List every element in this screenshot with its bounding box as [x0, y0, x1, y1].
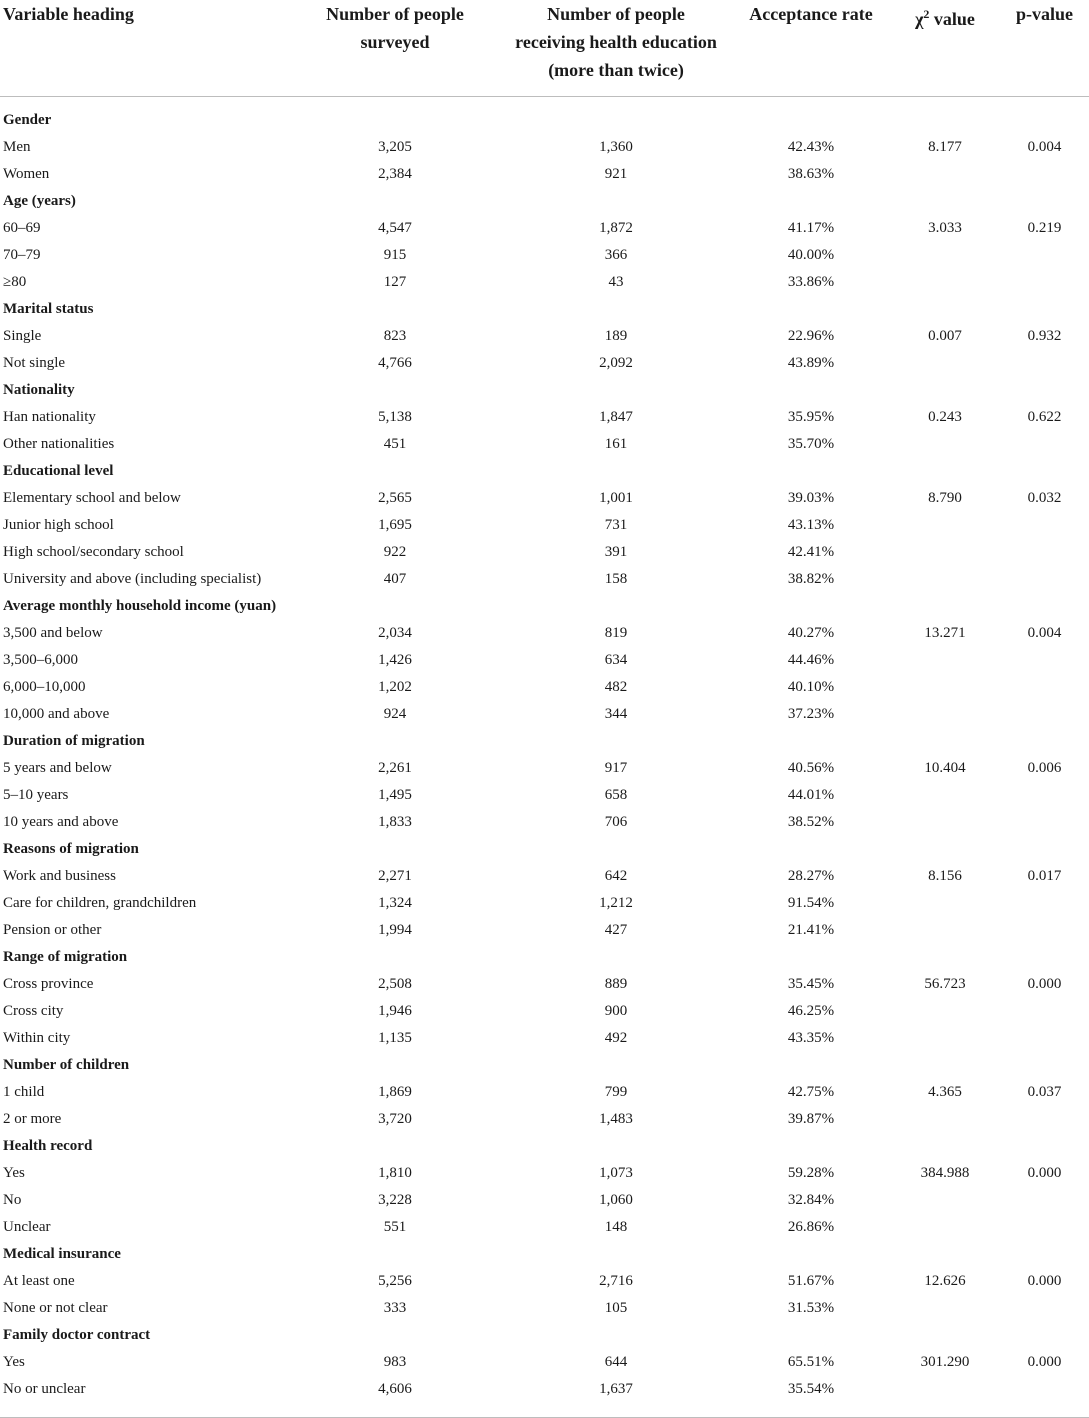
header-received-line3: (more than twice) — [548, 60, 684, 80]
chi-cell: 3.033 — [928, 220, 962, 236]
received-cell: 900 — [604, 1003, 628, 1019]
p-cell — [1000, 647, 1089, 674]
rate-cell: 43.35% — [787, 1030, 835, 1046]
received-cell: 1,212 — [599, 895, 633, 911]
p-cell: 0.000 — [1027, 1354, 1062, 1370]
received-cell: 706 — [604, 814, 628, 830]
p-cell: 0.037 — [1027, 1084, 1062, 1100]
received-cell: 1,847 — [599, 409, 633, 425]
row-label: Men — [3, 139, 31, 155]
surveyed-cell: 1,135 — [378, 1030, 412, 1046]
chi-cell — [890, 998, 1000, 1025]
rate-cell: 40.27% — [787, 625, 835, 641]
rate-cell: 59.28% — [787, 1165, 835, 1181]
table-row — [0, 917, 1089, 944]
received-cell: 1,001 — [599, 490, 633, 506]
p-cell — [1000, 161, 1089, 188]
rate-cell: 51.67% — [787, 1273, 835, 1289]
group-row — [0, 593, 1089, 620]
row-label: High school/secondary school — [3, 544, 184, 560]
table-row — [0, 242, 1089, 269]
chi-cell — [890, 512, 1000, 539]
p-cell: 0.932 — [1027, 328, 1062, 344]
group-row — [0, 1133, 1089, 1160]
table-row — [0, 890, 1089, 917]
row-label: 10,000 and above — [3, 706, 110, 722]
group-row — [0, 377, 1089, 404]
row-label: Yes — [3, 1165, 25, 1181]
rate-cell: 26.86% — [787, 1219, 835, 1235]
chi-cell: 4.365 — [928, 1084, 962, 1100]
received-cell: 158 — [604, 571, 628, 587]
received-cell: 366 — [604, 247, 628, 263]
row-label: Work and business — [3, 868, 116, 884]
p-cell — [1000, 1187, 1089, 1214]
table-row — [0, 215, 1089, 242]
p-cell — [1000, 512, 1089, 539]
row-label: Unclear — [3, 1219, 51, 1235]
surveyed-cell: 1,946 — [378, 1003, 412, 1019]
surveyed-cell: 2,384 — [378, 166, 412, 182]
rate-cell: 37.23% — [787, 706, 835, 722]
p-cell — [1000, 1106, 1089, 1133]
bottom-rule-cell — [0, 1403, 1089, 1418]
header-rate: Acceptance rate — [749, 4, 873, 24]
group-title: Range of migration — [3, 949, 128, 965]
header-chi-suffix: value — [929, 9, 975, 29]
chi-cell — [890, 890, 1000, 917]
header-received-line1: Number of people — [547, 4, 685, 24]
table-header — [0, 0, 1089, 97]
row-label: Junior high school — [3, 517, 114, 533]
chi-cell — [890, 566, 1000, 593]
table-row — [0, 998, 1089, 1025]
received-cell: 799 — [604, 1084, 628, 1100]
received-cell: 889 — [604, 976, 628, 992]
table-row — [0, 323, 1089, 350]
rate-cell: 41.17% — [787, 220, 835, 236]
received-cell: 1,073 — [599, 1165, 633, 1181]
group-row — [0, 458, 1089, 485]
table-row — [0, 1025, 1089, 1052]
row-label: Cross city — [3, 1003, 64, 1019]
chi-cell — [890, 917, 1000, 944]
chi-cell — [890, 674, 1000, 701]
table-row — [0, 512, 1089, 539]
table-row — [0, 1295, 1089, 1322]
group-title: Reasons of migration — [3, 841, 139, 857]
received-cell: 731 — [604, 517, 628, 533]
row-label: Women — [3, 166, 50, 182]
rate-cell: 42.41% — [787, 544, 835, 560]
group-title: Nationality — [3, 382, 75, 398]
surveyed-cell: 2,565 — [378, 490, 412, 506]
spacer-cell — [0, 97, 1089, 108]
received-cell: 642 — [604, 868, 628, 884]
table-row — [0, 566, 1089, 593]
rate-cell: 40.10% — [787, 679, 835, 695]
surveyed-cell: 551 — [383, 1219, 407, 1235]
received-cell: 1,483 — [599, 1111, 633, 1127]
rate-cell: 39.03% — [787, 490, 835, 506]
row-label: Pension or other — [3, 922, 102, 938]
chi-cell: 13.271 — [924, 625, 966, 641]
p-cell — [1000, 1376, 1089, 1403]
group-row — [0, 1322, 1089, 1349]
surveyed-cell: 1,833 — [378, 814, 412, 830]
table-row — [0, 1106, 1089, 1133]
group-title: Educational level — [3, 463, 114, 479]
p-cell: 0.000 — [1027, 1273, 1062, 1289]
chi-cell: 301.290 — [920, 1354, 970, 1370]
row-label: At least one — [3, 1273, 75, 1289]
row-label: 5 years and below — [3, 760, 112, 776]
received-cell: 644 — [604, 1354, 628, 1370]
received-cell: 148 — [604, 1219, 628, 1235]
spacer-row — [0, 97, 1089, 108]
surveyed-cell: 333 — [383, 1300, 407, 1316]
chi-cell — [890, 782, 1000, 809]
chi-cell — [890, 242, 1000, 269]
received-cell: 427 — [604, 922, 628, 938]
group-row — [0, 728, 1089, 755]
header-surveyed-line1: Number of people — [326, 4, 464, 24]
rate-cell: 46.25% — [787, 1003, 835, 1019]
header-chi-symbol: χ — [915, 9, 924, 29]
surveyed-cell: 1,810 — [378, 1165, 412, 1181]
surveyed-cell: 5,256 — [378, 1273, 412, 1289]
header-variable: Variable heading — [3, 4, 134, 24]
table-row — [0, 431, 1089, 458]
p-cell — [1000, 539, 1089, 566]
table-row — [0, 539, 1089, 566]
header-surveyed — [290, 0, 500, 97]
row-label: 6,000–10,000 — [3, 679, 86, 695]
rate-cell: 35.54% — [787, 1381, 835, 1397]
rate-cell: 40.56% — [787, 760, 835, 776]
group-row — [0, 1052, 1089, 1079]
received-cell: 2,716 — [599, 1273, 633, 1289]
rate-cell: 32.84% — [787, 1192, 835, 1208]
rate-cell: 65.51% — [787, 1354, 835, 1370]
header-chi — [890, 0, 1000, 97]
surveyed-cell: 2,261 — [378, 760, 412, 776]
row-label: 1 child — [3, 1084, 45, 1100]
surveyed-cell: 1,495 — [378, 787, 412, 803]
surveyed-cell: 983 — [383, 1354, 407, 1370]
table-row — [0, 809, 1089, 836]
p-cell: 0.219 — [1027, 220, 1062, 236]
p-cell: 0.004 — [1027, 139, 1062, 155]
table-row — [0, 1376, 1089, 1403]
group-title: Gender — [3, 112, 52, 128]
header-received — [500, 0, 732, 97]
group-title: Number of children — [3, 1057, 130, 1073]
p-cell: 0.622 — [1027, 409, 1062, 425]
table-row — [0, 485, 1089, 512]
p-cell — [1000, 998, 1089, 1025]
row-label: 60–69 — [3, 220, 41, 236]
rate-cell: 35.70% — [787, 436, 835, 452]
rate-cell: 42.43% — [787, 139, 835, 155]
p-cell: 0.004 — [1027, 625, 1062, 641]
received-cell: 634 — [604, 652, 628, 668]
row-label: Care for children, grandchildren — [3, 895, 197, 911]
p-cell — [1000, 809, 1089, 836]
p-cell: 0.000 — [1027, 976, 1062, 992]
rate-cell: 38.82% — [787, 571, 835, 587]
received-cell: 105 — [604, 1300, 628, 1316]
table-body — [0, 97, 1089, 1418]
p-cell — [1000, 917, 1089, 944]
surveyed-cell: 451 — [383, 436, 407, 452]
row-label: Han nationality — [3, 409, 96, 425]
row-label: Yes — [3, 1354, 25, 1370]
rate-cell: 33.86% — [787, 274, 835, 290]
received-cell: 391 — [604, 544, 628, 560]
row-label: 5–10 years — [3, 787, 69, 803]
row-label: Cross province — [3, 976, 94, 992]
p-cell — [1000, 242, 1089, 269]
surveyed-cell: 1,426 — [378, 652, 412, 668]
p-cell — [1000, 566, 1089, 593]
chi-cell — [890, 1106, 1000, 1133]
table-row — [0, 782, 1089, 809]
surveyed-cell: 2,271 — [378, 868, 412, 884]
row-label: ≥80 — [3, 274, 27, 290]
p-cell: 0.006 — [1027, 760, 1062, 776]
received-cell: 482 — [604, 679, 628, 695]
surveyed-cell: 2,034 — [378, 625, 412, 641]
chi-cell — [890, 539, 1000, 566]
row-label: 3,500 and below — [3, 625, 103, 641]
header-chi-sup: 2 — [923, 7, 930, 21]
table-row — [0, 1214, 1089, 1241]
received-cell: 43 — [608, 274, 624, 290]
table-row — [0, 755, 1089, 782]
surveyed-cell: 4,606 — [378, 1381, 412, 1397]
table-row — [0, 647, 1089, 674]
table-row — [0, 269, 1089, 296]
group-row — [0, 107, 1089, 134]
rate-cell: 38.63% — [787, 166, 835, 182]
surveyed-cell: 1,202 — [378, 679, 412, 695]
group-row — [0, 1241, 1089, 1268]
rate-cell: 22.96% — [787, 328, 835, 344]
group-title: Age (years) — [3, 193, 76, 209]
group-row — [0, 836, 1089, 863]
chi-cell — [890, 647, 1000, 674]
chi-cell: 0.007 — [928, 328, 962, 344]
header-surveyed-line2: surveyed — [360, 32, 430, 52]
surveyed-cell: 1,324 — [378, 895, 412, 911]
surveyed-cell: 1,869 — [378, 1084, 412, 1100]
group-title: Average monthly household income (yuan) — [3, 598, 277, 614]
group-row — [0, 944, 1089, 971]
row-label: Within city — [3, 1030, 71, 1046]
row-label: 3,500–6,000 — [3, 652, 78, 668]
table-row — [0, 1160, 1089, 1187]
surveyed-cell: 3,228 — [378, 1192, 412, 1208]
rate-cell: 39.87% — [787, 1111, 835, 1127]
p-cell — [1000, 431, 1089, 458]
received-cell: 1,637 — [599, 1381, 633, 1397]
received-cell: 1,360 — [599, 139, 633, 155]
rate-cell: 35.95% — [787, 409, 835, 425]
received-cell: 1,060 — [599, 1192, 633, 1208]
surveyed-cell: 407 — [383, 571, 407, 587]
table-row — [0, 863, 1089, 890]
table-row — [0, 1079, 1089, 1106]
bottom-rule-row — [0, 1403, 1089, 1418]
row-label: No — [3, 1192, 22, 1208]
group-title: Marital status — [3, 301, 94, 317]
received-cell: 658 — [604, 787, 628, 803]
header-received-line2: receiving health education — [515, 32, 717, 52]
chi-cell: 384.988 — [920, 1165, 970, 1181]
chi-cell — [890, 350, 1000, 377]
table-row — [0, 161, 1089, 188]
row-label: No or unclear — [3, 1381, 86, 1397]
p-cell — [1000, 701, 1089, 728]
surveyed-cell: 4,766 — [378, 355, 412, 371]
rate-cell: 91.54% — [787, 895, 835, 911]
group-title: Health record — [3, 1138, 93, 1154]
chi-cell: 56.723 — [924, 976, 966, 992]
rate-cell: 43.89% — [787, 355, 835, 371]
surveyed-cell: 127 — [383, 274, 407, 290]
table-row — [0, 1349, 1089, 1376]
rate-cell: 21.41% — [787, 922, 835, 938]
surveyed-cell: 2,508 — [378, 976, 412, 992]
row-label: Other nationalities — [3, 436, 115, 452]
chi-cell — [890, 1025, 1000, 1052]
table-row — [0, 404, 1089, 431]
surveyed-cell: 5,138 — [378, 409, 412, 425]
p-cell — [1000, 1295, 1089, 1322]
header-p: p-value — [1015, 4, 1073, 24]
surveyed-cell: 3,720 — [378, 1111, 412, 1127]
group-title: Duration of migration — [3, 733, 145, 749]
table-row — [0, 350, 1089, 377]
rate-cell: 44.01% — [787, 787, 835, 803]
rate-cell: 42.75% — [787, 1084, 835, 1100]
row-label: Single — [3, 328, 42, 344]
table-row — [0, 1187, 1089, 1214]
received-cell: 189 — [604, 328, 628, 344]
received-cell: 492 — [604, 1030, 628, 1046]
group-title: Medical insurance — [3, 1246, 121, 1262]
p-cell: 0.017 — [1027, 868, 1062, 884]
table-row — [0, 701, 1089, 728]
p-cell — [1000, 1025, 1089, 1052]
row-label: None or not clear — [3, 1300, 108, 1316]
group-row — [0, 296, 1089, 323]
table-row — [0, 674, 1089, 701]
p-cell — [1000, 350, 1089, 377]
chi-cell — [890, 269, 1000, 296]
chi-cell — [890, 701, 1000, 728]
chi-cell: 10.404 — [924, 760, 966, 776]
surveyed-cell: 4,547 — [378, 220, 412, 236]
rate-cell: 31.53% — [787, 1300, 835, 1316]
chi-cell: 0.243 — [928, 409, 962, 425]
surveyed-cell: 922 — [383, 544, 407, 560]
row-label: 70–79 — [3, 247, 41, 263]
received-cell: 2,092 — [599, 355, 633, 371]
row-label: University and above (including specialist) — [3, 571, 262, 587]
p-cell — [1000, 782, 1089, 809]
received-cell: 819 — [604, 625, 628, 641]
table-row — [0, 620, 1089, 647]
row-label: Not single — [3, 355, 66, 371]
rate-cell: 28.27% — [787, 868, 835, 884]
p-cell: 0.000 — [1027, 1165, 1062, 1181]
surveyed-cell: 1,695 — [378, 517, 412, 533]
rate-cell: 35.45% — [787, 976, 835, 992]
surveyed-cell: 1,994 — [378, 922, 412, 938]
chi-cell — [890, 161, 1000, 188]
chi-cell — [890, 1295, 1000, 1322]
rate-cell: 43.13% — [787, 517, 835, 533]
row-label: Elementary school and below — [3, 490, 181, 506]
received-cell: 1,872 — [599, 220, 633, 236]
rate-cell: 40.00% — [787, 247, 835, 263]
row-label: 2 or more — [3, 1111, 62, 1127]
p-cell — [1000, 1214, 1089, 1241]
row-label: 10 years and above — [3, 814, 119, 830]
chi-cell — [890, 1214, 1000, 1241]
chi-cell — [890, 1187, 1000, 1214]
chi-cell: 12.626 — [924, 1273, 966, 1289]
surveyed-cell: 915 — [383, 247, 407, 263]
received-cell: 161 — [604, 436, 628, 452]
chi-cell — [890, 431, 1000, 458]
group-title: Family doctor contract — [3, 1327, 151, 1343]
chi-cell: 8.177 — [928, 139, 962, 155]
table-row — [0, 134, 1089, 161]
received-cell: 344 — [604, 706, 628, 722]
table-row — [0, 971, 1089, 998]
table-row — [0, 1268, 1089, 1295]
p-cell — [1000, 674, 1089, 701]
p-cell — [1000, 890, 1089, 917]
rate-cell: 38.52% — [787, 814, 835, 830]
chi-cell — [890, 809, 1000, 836]
p-cell — [1000, 269, 1089, 296]
surveyed-cell: 3,205 — [378, 139, 412, 155]
received-cell: 921 — [604, 166, 628, 182]
group-row — [0, 188, 1089, 215]
chi-cell: 8.156 — [928, 868, 962, 884]
chi-cell: 8.790 — [928, 490, 962, 506]
rate-cell: 44.46% — [787, 652, 835, 668]
surveyed-cell: 924 — [383, 706, 407, 722]
chi-cell — [890, 1376, 1000, 1403]
received-cell: 917 — [604, 760, 628, 776]
surveyed-cell: 823 — [383, 328, 407, 344]
p-cell: 0.032 — [1027, 490, 1062, 506]
